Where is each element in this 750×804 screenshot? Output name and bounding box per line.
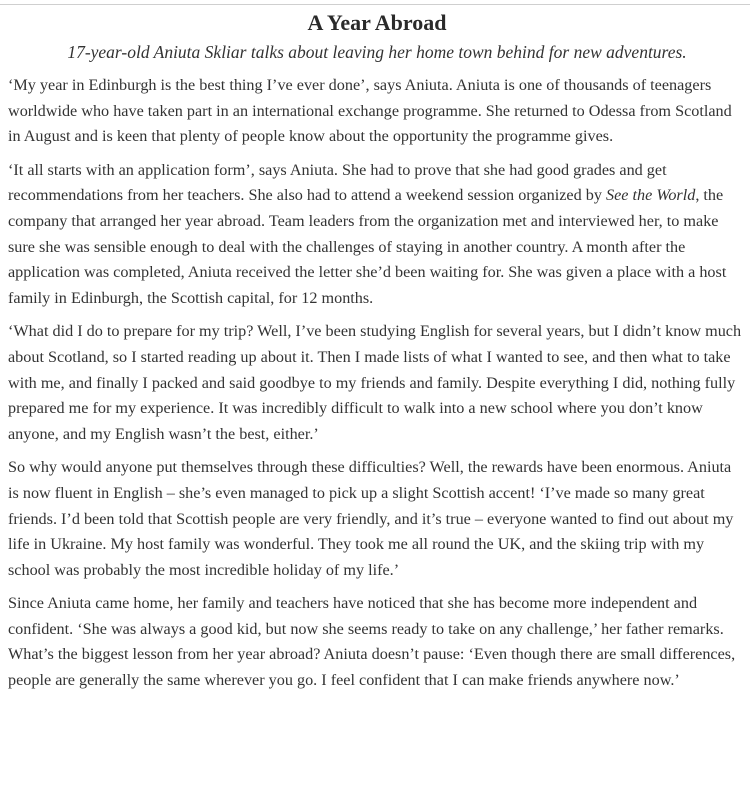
paragraph-2-part-2: , the company that arranged her year abroad. Team leaders from the organization met and interviewed her, to make sure she was sensible enough to deal with the challenges of staying in another country. A month after the application was completed, Aniuta received the letter she’d been waiting for. She was given a place with a host family in Edinburgh, the Scottish capital, for 12 months.: [8, 186, 727, 307]
article-subtitle: 17-year-old Aniuta Skliar talks about leaving her home town behind for new adventures.: [67, 42, 687, 62]
top-divider: [0, 4, 750, 5]
paragraph-2-part-1: ‘It all starts with an application form’, says Aniuta. She had to prove that she had good grades and get recommendations from her teachers. She also had to attend a weekend session organized by: [8, 160, 667, 205]
article-title: A Year Abroad: [307, 10, 447, 35]
paragraph-3: ‘What did I do to prepare for my trip? Well, I’ve been studying English for several years, but I didn’t know much about Scotland, so I started reading up about it. Then I made lists of what I wanted to see, and then what to take with me, and finally I packed and said goodbye to my friends and family. Despite everything I did, nothing fully prepared me for my experience. It was incredibly difficult to walk into a new school where you don’t know anyone, and my English wasn’t the best, either.’: [8, 322, 742, 443]
paragraph-5: Since Aniuta came home, her family and teachers have noticed that she has become more independent and confident. ‘She was always a good kid, but now she seems ready to take on any challenge,’ her father remarks. What’s the biggest lesson from her year abroad? Aniuta doesn’t pause: ‘Even though there are small differences, people are generally the same wherever you go. I feel confident that I can make friends anywhere now.’: [8, 594, 736, 690]
article: [8, 8, 746, 694]
company-name: See the World: [606, 186, 696, 205]
paragraph-1: ‘My year in Edinburgh is the best thing I’ve ever done’, says Aniuta. Aniuta is one of thousands of teenagers worldwide who have taken part in an international exchange programme. She returned to Odessa from Scotland in August and is keen that plenty of people know about the opportunity the programme gives.: [8, 76, 732, 146]
paragraph-2: [8, 158, 746, 312]
paragraph-4: So why would anyone put themselves through these difficulties? Well, the rewards have been enormous. Aniuta is now fluent in English – she’s even managed to pick up a slight Scottish accent! ‘I’ve made so many great friends. I’d been told that Scottish people are very friendly, and it’s true – everyone wanted to find out about my life in Ukraine. My host family was wonderful. They took me all round the UK, and the skiing trip with my school was probably the most incredible holiday of my life.’: [8, 458, 734, 579]
